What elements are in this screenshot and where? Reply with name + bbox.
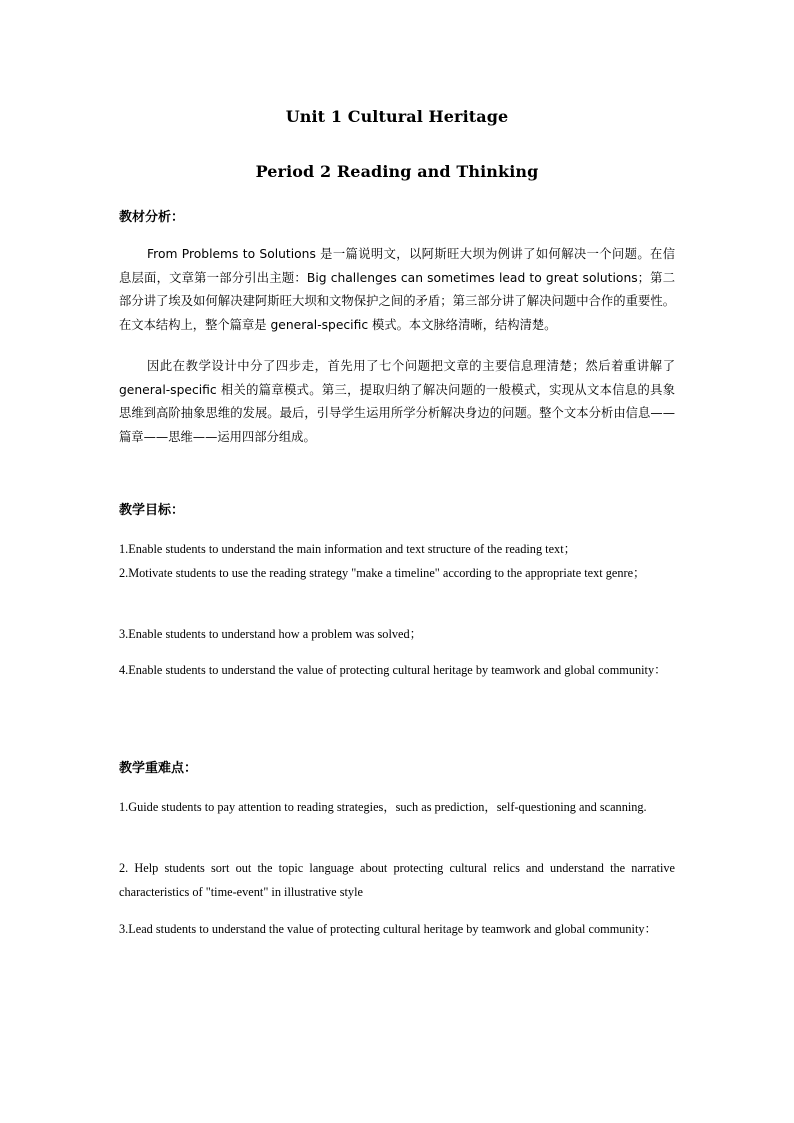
- document-subtitle: Period 2 Reading and Thinking: [255, 162, 539, 181]
- keypoints-heading: 教学重难点：: [119, 761, 198, 776]
- keypoint-item-1: 1.Guide students to pay attention to reading strategies，such as prediction，self-questioning and scanning.: [119, 800, 647, 814]
- analysis-paragraph-2: 因此在教学设计中分了四步走，首先用了七个问题把文章的主要信息理清楚；然后着重讲解了 general-specific 相关的篇章模式。第三，提取归纳了解决问题的一般模式，实现从文本信息的具象思维到高阶抽象思维的发展。最后，引导学生运用所学分析解决身边的问题。整个文本分析由信息——篇章——思维——运用四部分组成。: [119, 359, 675, 444]
- analysis-heading: 教材分析：: [119, 210, 185, 225]
- goal-item-2: 2.Motivate students to use the reading strategy "make a timeline" according to the appropriate text genre；: [119, 566, 646, 580]
- document-title: Unit 1 Cultural Heritage: [285, 107, 509, 126]
- keypoint-item-2: 2. Help students sort out the topic language about protecting cultural relics and understand the narrative characteristics of "time-event" in illustrative style: [119, 861, 675, 899]
- goal-item-4: 4.Enable students to understand the value of protecting cultural heritage by teamwork and global community：: [119, 663, 667, 677]
- goal-item-1: 1.Enable students to understand the main information and text structure of the reading text；: [119, 542, 576, 556]
- analysis-paragraph-1: From Problems to Solutions 是一篇说明文，以阿斯旺大坝为例讲了如何解决一个问题。在信息层面，文章第一部分引出主题：Big challenges can sometimes lead to great solutions；第二部分讲了埃及如何解决建阿斯旺大坝和文物保护之间的矛盾；第三部分讲了解决问题中合作的重要性。在文本结构上，整个篇章是 general-specific 模式。本文脉络清晰，结构清楚。: [119, 247, 675, 332]
- goal-item-3: 3.Enable students to understand how a problem was solved；: [119, 627, 422, 641]
- goals-heading: 教学目标：: [119, 503, 185, 518]
- keypoint-item-3: 3.Lead students to understand the value of protecting cultural heritage by teamwork and global community：: [119, 922, 657, 936]
